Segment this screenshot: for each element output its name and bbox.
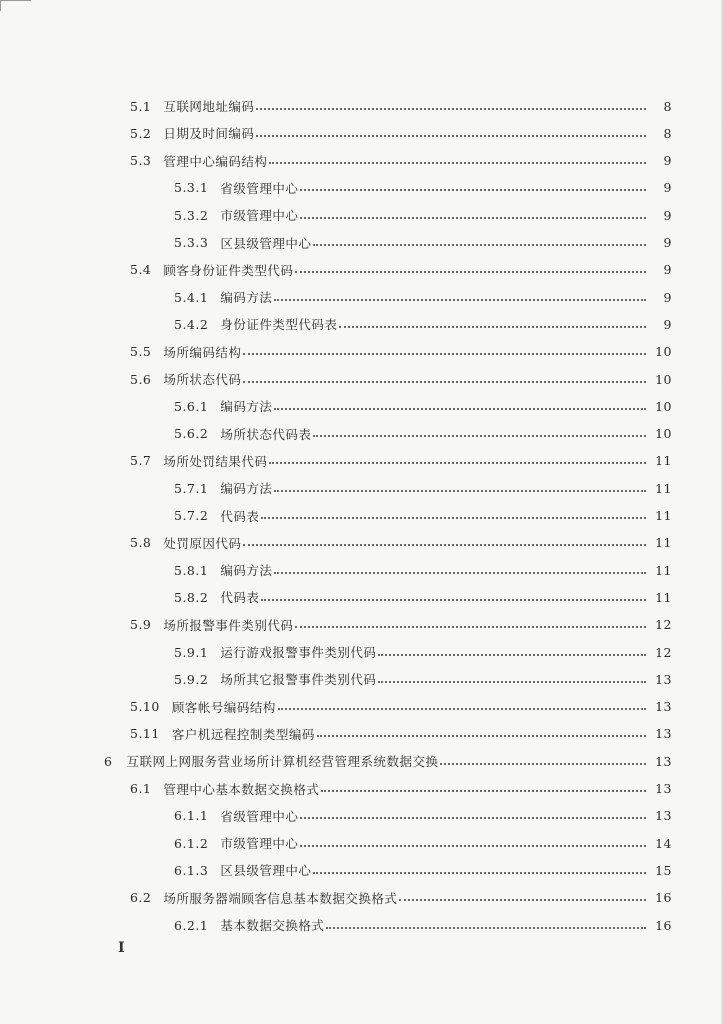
toc-entry-title: 场所状态代码 [163, 372, 242, 387]
toc-entry-page: 9 [663, 289, 672, 305]
toc-entry-number: 6 [104, 753, 113, 769]
toc-entry[interactable] [130, 96, 672, 116]
toc-entry-page: 8 [663, 125, 672, 141]
toc-leader-dots [313, 871, 646, 874]
toc-leader-dots [378, 653, 646, 656]
toc-leader-dots [313, 243, 646, 246]
toc-leader-dots [295, 270, 646, 273]
toc-entry[interactable] [130, 779, 672, 799]
toc-entry[interactable] [174, 233, 672, 253]
toc-entry-title: 编码方法 [220, 563, 273, 579]
toc-entry[interactable] [174, 478, 672, 498]
toc-entry[interactable] [174, 642, 672, 662]
toc-entry-number: 5.9 [130, 617, 152, 633]
toc-entry[interactable] [130, 369, 672, 389]
toc-entry-number: 5.6.1 [174, 398, 209, 414]
toc-entry-title: 运行游戏报警事件类别代码 [220, 645, 377, 660]
toc-leader-dots [274, 571, 646, 574]
toc-entry-page: 13 [655, 671, 672, 687]
toc-entry-number: 5.3.1 [174, 180, 209, 196]
toc-entry-title: 区县级管理中心 [220, 235, 312, 251]
toc-entry-page: 15 [655, 862, 672, 878]
toc-entry-page: 9 [663, 235, 672, 250]
toc-entry[interactable] [174, 205, 672, 225]
toc-entry-number: 5.11 [130, 726, 160, 742]
toc-entry-page: 10 [655, 398, 672, 414]
toc-leader-dots [300, 188, 646, 191]
toc-entry-page: 10 [655, 426, 672, 442]
toc-entry-number: 5.3.3 [174, 235, 209, 250]
toc-entry[interactable] [130, 697, 672, 717]
toc-leader-dots [261, 516, 646, 519]
toc-entry-number: 5.5 [130, 344, 152, 360]
toc-entry-page: 13 [655, 781, 672, 796]
toc-entry-page: 9 [663, 180, 672, 196]
toc-entry-number: 5.4 [130, 262, 152, 278]
toc-entry-title: 身份证件类型代码表 [220, 317, 338, 333]
toc-entry-title: 编码方法 [220, 481, 273, 497]
toc-entry-number: 6.1 [130, 781, 152, 796]
toc-entry-number: 5.2 [130, 125, 152, 141]
toc-entry-number: 5.4.2 [174, 316, 209, 332]
toc-entry-number: 5.7.1 [174, 480, 209, 496]
toc-entry-number: 6.1.3 [174, 862, 209, 878]
toc-entry-title: 基本数据交换格式 [220, 918, 325, 933]
toc-entry-title: 场所编码结构 [163, 344, 242, 360]
toc-leader-dots [295, 625, 646, 628]
toc-entry-number: 6.1.2 [174, 835, 209, 851]
toc-entry-page: 12 [655, 617, 672, 633]
toc-leader-dots [313, 434, 646, 437]
toc-entry[interactable] [174, 178, 672, 198]
toc-entry-page: 13 [655, 699, 672, 715]
toc-entry-page: 16 [655, 917, 672, 933]
toc-entry-page: 9 [663, 316, 672, 332]
toc-entry-page: 10 [655, 371, 672, 387]
toc-entry-number: 5.10 [130, 699, 160, 715]
toc-entry-title: 代码表 [220, 590, 260, 606]
toc-entry[interactable] [130, 533, 672, 553]
toc-entry-page: 9 [663, 153, 672, 169]
toc-entry-number: 5.1 [130, 98, 152, 114]
toc-entry-number: 5.7 [130, 453, 152, 469]
toc-entry-page: 16 [655, 890, 672, 906]
toc-entry-number: 5.9.1 [174, 644, 209, 660]
toc-entry[interactable] [104, 751, 672, 771]
toc-entry[interactable] [130, 342, 672, 362]
toc-entry[interactable] [174, 587, 672, 607]
toc-entry[interactable] [130, 888, 672, 908]
toc-entry[interactable] [130, 615, 672, 635]
toc-entry-number: 5.8.2 [174, 589, 209, 605]
toc-entry[interactable] [174, 915, 672, 935]
toc-entry-title: 市级管理中心 [220, 208, 299, 224]
toc-leader-dots [339, 325, 646, 328]
toc-entry-title: 场所状态代码表 [220, 426, 312, 442]
toc-leader-dots [269, 161, 646, 164]
toc-entry-page: 11 [655, 508, 672, 523]
toc-entry-title: 场所服务器端顾客信息基本数据交换格式 [163, 890, 398, 906]
toc-leader-dots [300, 216, 646, 219]
toc-entry-page: 9 [663, 262, 672, 278]
toc-entry-title: 场所处罚结果代码 [163, 453, 268, 469]
toc-entry[interactable] [130, 724, 672, 744]
toc-entry-page: 12 [655, 644, 672, 660]
toc-entry-number: 5.6.2 [174, 426, 209, 442]
page-number: I [118, 940, 125, 956]
toc-entry[interactable] [174, 669, 672, 689]
toc-entry-page: 10 [655, 344, 672, 360]
toc-entry-page: 11 [655, 480, 672, 496]
toc-entry-title: 区县级管理中心 [220, 863, 312, 879]
toc-entry[interactable] [174, 806, 672, 826]
toc-leader-dots [243, 352, 646, 355]
toc-entry-number: 5.3.2 [174, 207, 209, 223]
toc-entry-title: 管理中心基本数据交换格式 [163, 781, 320, 797]
toc-leader-dots [261, 598, 646, 601]
toc-leader-dots [378, 680, 646, 683]
toc-leader-dots [256, 134, 646, 137]
toc-entry-page: 9 [663, 207, 672, 223]
toc-entry-title: 互联网地址编码 [163, 99, 255, 114]
toc-leader-dots [243, 543, 646, 546]
toc-entry-title: 编码方法 [220, 399, 273, 415]
toc-entry[interactable] [174, 833, 672, 853]
toc-entry[interactable] [130, 123, 672, 143]
toc-entry-title: 市级管理中心 [220, 836, 299, 852]
toc-entry-number: 5.8.1 [174, 562, 209, 578]
toc-entry-page: 11 [655, 589, 672, 605]
toc-leader-dots [317, 734, 646, 737]
toc-entry-number: 5.3 [130, 153, 152, 169]
toc-entry-title: 顾客身份证件类型代码 [163, 262, 294, 278]
toc-leader-dots [300, 844, 646, 847]
toc-entry[interactable] [174, 506, 672, 526]
toc-entry-number: 5.9.2 [174, 671, 209, 687]
toc-entry-title: 处罚原因代码 [163, 535, 242, 551]
toc-entry-number: 5.7.2 [174, 508, 209, 523]
toc-entry-title: 编码方法 [220, 290, 273, 306]
toc-entry-title: 客户机远程控制类型编码 [171, 726, 315, 742]
toc-entry-title: 省级管理中心 [220, 808, 299, 824]
toc-entry-page: 13 [655, 753, 672, 769]
toc-entry[interactable] [130, 151, 672, 171]
toc-entry[interactable] [174, 396, 672, 416]
toc-entry-page: 13 [655, 808, 672, 824]
toc-entry[interactable] [174, 287, 672, 307]
toc-leader-dots [269, 461, 646, 464]
toc-entry[interactable] [130, 451, 672, 471]
toc-leader-dots [278, 707, 646, 710]
toc-entry-title: 顾客帐号编码结构 [171, 699, 276, 715]
toc-entry-number: 6.1.1 [174, 808, 209, 824]
scan-corner-mark [0, 0, 31, 11]
toc-entry-number: 5.4.1 [174, 289, 209, 305]
toc-entry-title: 场所报警事件类别代码 [163, 617, 294, 633]
toc-entry-number: 6.2.1 [174, 917, 209, 933]
toc-leader-dots [274, 407, 646, 410]
toc-leader-dots [274, 489, 646, 492]
toc-entry-number: 5.6 [130, 371, 152, 387]
toc-entry-page: 14 [655, 835, 672, 851]
toc-entry[interactable] [174, 860, 672, 880]
toc-leader-dots [274, 298, 646, 301]
toc-leader-dots [326, 926, 646, 929]
toc-entry-title: 场所其它报警事件类别代码 [220, 672, 377, 688]
toc-entry[interactable] [174, 560, 672, 580]
toc-entry[interactable] [174, 314, 672, 334]
toc-entry-title: 管理中心编码结构 [163, 153, 268, 169]
toc-entry-page: 8 [663, 98, 672, 114]
toc-leader-dots [440, 762, 646, 765]
toc-entry-page: 11 [655, 535, 672, 551]
toc-entry-page: 11 [655, 562, 672, 578]
toc-entry-page: 13 [655, 726, 672, 742]
toc-entry-number: 5.8 [130, 535, 152, 551]
toc-entry-number: 6.2 [130, 890, 152, 906]
toc-leader-dots [399, 898, 646, 901]
toc-entry-title: 省级管理中心 [220, 180, 299, 196]
toc-leader-dots [300, 816, 646, 819]
toc-leader-dots [321, 789, 646, 792]
toc-leader-dots [256, 107, 646, 110]
toc-entry-page: 11 [655, 453, 672, 469]
toc-entry-title: 互联网上网服务营业场所计算机经营管理系统数据交换 [126, 754, 439, 770]
toc-entry[interactable] [174, 424, 672, 444]
toc-entry-title: 日期及时间编码 [163, 126, 255, 142]
toc-entry[interactable] [130, 260, 672, 280]
toc-leader-dots [243, 380, 646, 383]
toc-entry-title: 代码表 [220, 508, 260, 524]
